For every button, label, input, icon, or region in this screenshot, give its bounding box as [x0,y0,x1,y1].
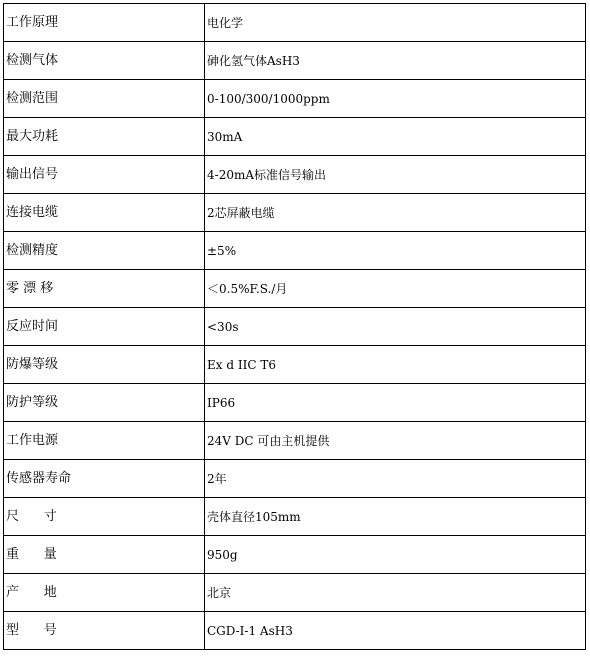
table-row [4,118,586,156]
param-cell: 防护等级 [4,384,205,422]
param-cell: 检测范围 [4,80,205,118]
param-cell: 工作电源 [4,422,205,460]
value-cell: 24V DC 可由主机提供 [205,422,586,460]
param-cell: 连接电缆 [4,194,205,232]
param-cell: 最大功耗 [4,118,205,156]
table-row [4,270,586,308]
table-row [4,422,586,460]
param-cell: 检测精度 [4,232,205,270]
param-cell: 产 地 [4,574,205,612]
param-cell: 传感器寿命 [4,460,205,498]
param-cell: 工作原理 [4,4,205,42]
table-row [4,232,586,270]
value-cell: 30mA [205,118,586,156]
value-cell: <30s [205,308,586,346]
param-cell: 检测气体 [4,42,205,80]
table-row [4,308,586,346]
value-cell: CGD-I-1 AsH3 [205,612,586,650]
param-cell: 型 号 [4,612,205,650]
table-row [4,156,586,194]
spec-table-body [4,4,586,650]
param-cell: 重 量 [4,536,205,574]
value-cell: 2芯屏蔽电缆 [205,194,586,232]
value-cell: IP66 [205,384,586,422]
value-cell: 电化学 [205,4,586,42]
table-row [4,536,586,574]
table-row [4,346,586,384]
table-row [4,4,586,42]
table-row [4,612,586,650]
table-row [4,498,586,536]
value-cell: ＜0.5%F.S./月 [205,270,586,308]
value-cell: 950g [205,536,586,574]
spec-table [3,3,586,650]
value-cell: 壳体直径105mm [205,498,586,536]
param-cell: 反应时间 [4,308,205,346]
param-cell: 零 漂 移 [4,270,205,308]
value-cell: 4-20mA标准信号输出 [205,156,586,194]
param-cell: 输出信号 [4,156,205,194]
table-row [4,460,586,498]
table-row [4,42,586,80]
table-row [4,574,586,612]
table-row [4,194,586,232]
value-cell: 2年 [205,460,586,498]
value-cell: 北京 [205,574,586,612]
param-cell: 防爆等级 [4,346,205,384]
param-cell: 尺 寸 [4,498,205,536]
table-row [4,384,586,422]
value-cell: 0-100/300/1000ppm [205,80,586,118]
value-cell: Ex d IIC T6 [205,346,586,384]
table-row [4,80,586,118]
value-cell: 砷化氢气体AsH3 [205,42,586,80]
value-cell: ±5% [205,232,586,270]
